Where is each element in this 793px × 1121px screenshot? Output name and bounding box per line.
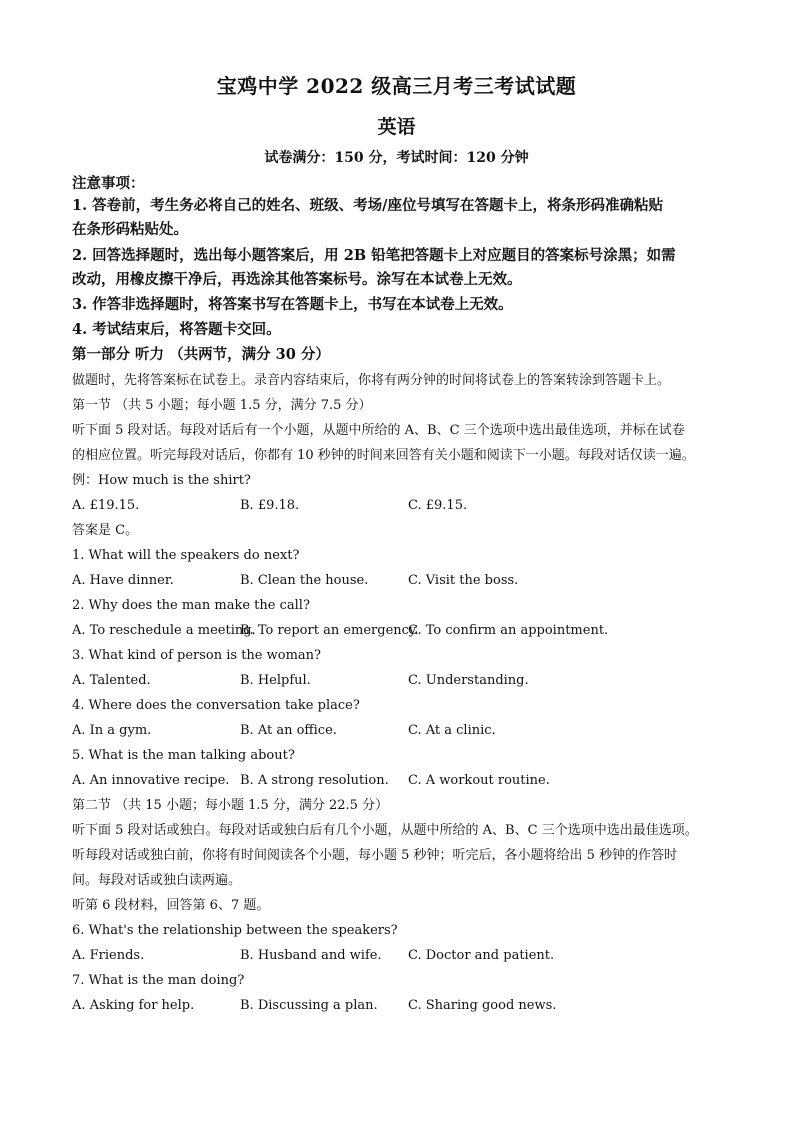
example-answer: 答案是 C。 xyxy=(72,523,139,538)
option-b: B. Husband and wife. xyxy=(240,948,382,963)
exam-subject: 英语 xyxy=(377,116,416,138)
section-2-instruction-line-2: 听每段对话或独白前，你将有时间阅读各个小题，每小题 5 秒钟；听完后，各小题将给出 5 秒钟的作答时 xyxy=(72,848,678,863)
question-7-options xyxy=(0,996,793,1016)
notes-item-1-line-1: 1. 答卷前，考生务必将自己的姓名、班级、考场/座位号填写在答题卡上，将条形码准确粘贴 xyxy=(72,197,663,214)
option-c: C. To confirm an appointment. xyxy=(408,623,609,638)
notes-item-4: 4. 考试结束后，将答题卡交回。 xyxy=(72,321,281,338)
option-b: B. Helpful. xyxy=(240,673,311,688)
question-2: 2. Why does the man make the call? xyxy=(72,598,310,613)
example-options xyxy=(0,496,793,516)
question-4: 4. Where does the conversation take place? xyxy=(72,698,360,713)
example-option-c: C. £9.15. xyxy=(408,498,468,513)
question-7: 7. What is the man doing? xyxy=(72,973,245,988)
option-c: C. Understanding. xyxy=(408,673,529,688)
notes-item-1-line-2: 在条形码粘贴处。 xyxy=(72,221,188,238)
notes-item-2-line-2: 改动，用橡皮擦干净后，再选涂其他答案标号。涂写在本试卷上无效。 xyxy=(72,271,522,288)
question-6-options xyxy=(0,946,793,966)
section-1-heading: 第一节 （共 5 小题；每小题 1.5 分，满分 7.5 分） xyxy=(72,398,372,413)
notes-heading: 注意事项： xyxy=(72,175,145,192)
section-1-instruction-line-1: 听下面 5 段对话。每段对话后有一个小题，从题中所给的 A、B、C 三个选项中选出最佳选项，并标在试卷 xyxy=(72,423,685,438)
example-option-b: B. £9.18. xyxy=(240,498,300,513)
part-1-intro: 做题时，先将答案标在试卷上。录音内容结束后，你将有两分钟的时间将试卷上的答案转涂到答题卡上。 xyxy=(72,373,671,388)
question-5-options xyxy=(0,771,793,791)
question-6: 6. What's the relationship between the speakers? xyxy=(72,923,398,938)
option-b: B. To report an emergency. xyxy=(240,623,419,638)
exam-title: 宝鸡中学 2022 级高三月考三考试试题 xyxy=(216,74,577,98)
part-1-heading: 第一部分 听力 （共两节，满分 30 分） xyxy=(72,346,330,363)
option-a: A. Friends. xyxy=(72,948,145,963)
notes-item-2-line-1: 2. 回答选择题时，选出每小题答案后，用 2B 铅笔把答题卡上对应题目的答案标号涂黑；如需 xyxy=(72,247,676,264)
exam-info: 试卷满分：150 分，考试时间：120 分钟 xyxy=(264,150,529,166)
notes-item-3: 3. 作答非选择题时，将答案书写在答题卡上，书写在本试卷上无效。 xyxy=(72,296,513,313)
question-1: 1. What will the speakers do next? xyxy=(72,548,300,563)
question-4-options xyxy=(0,721,793,741)
section-2-heading: 第二节 （共 15 小题；每小题 1.5 分，满分 22.5 分） xyxy=(72,798,389,813)
section-2-instruction-line-3: 间。每段对话或独白读两遍。 xyxy=(72,873,242,888)
option-a: A. Talented. xyxy=(72,673,151,688)
section-1-instruction-line-2: 的相应位置。听完每段对话后，你都有 10 秒钟的时间来回答有关小题和阅读下一小题。每段对话仅读一遍。 xyxy=(72,448,695,463)
question-3: 3. What kind of person is the woman? xyxy=(72,648,321,663)
option-a: A. To reschedule a meeting. xyxy=(72,623,256,638)
option-c: C. A workout routine. xyxy=(408,773,550,788)
option-b: B. At an office. xyxy=(240,723,337,738)
example-question: 例：How much is the shirt? xyxy=(72,473,251,488)
option-b: B. Clean the house. xyxy=(240,573,369,588)
option-b: B. Discussing a plan. xyxy=(240,998,378,1013)
question-5: 5. What is the man talking about? xyxy=(72,748,295,763)
option-c: C. At a clinic. xyxy=(408,723,496,738)
question-2-options xyxy=(0,621,793,641)
option-a: A. An innovative recipe. xyxy=(72,773,230,788)
option-a: A. Asking for help. xyxy=(72,998,195,1013)
section-2-instruction-line-1: 听下面 5 段对话或独白。每段对话或独白后有几个小题，从题中所给的 A、B、C 三个选项中选出最佳选项。 xyxy=(72,823,698,838)
question-1-options xyxy=(0,571,793,591)
option-c: C. Sharing good news. xyxy=(408,998,557,1013)
option-c: C. Visit the boss. xyxy=(408,573,519,588)
option-a: A. Have dinner. xyxy=(72,573,174,588)
option-b: B. A strong resolution. xyxy=(240,773,389,788)
option-a: A. In a gym. xyxy=(72,723,152,738)
question-3-options xyxy=(0,671,793,691)
option-c: C. Doctor and patient. xyxy=(408,948,555,963)
example-option-a: A. £19.15. xyxy=(72,498,140,513)
material-6-note: 听第 6 段材料，回答第 6、7 题。 xyxy=(72,898,270,913)
